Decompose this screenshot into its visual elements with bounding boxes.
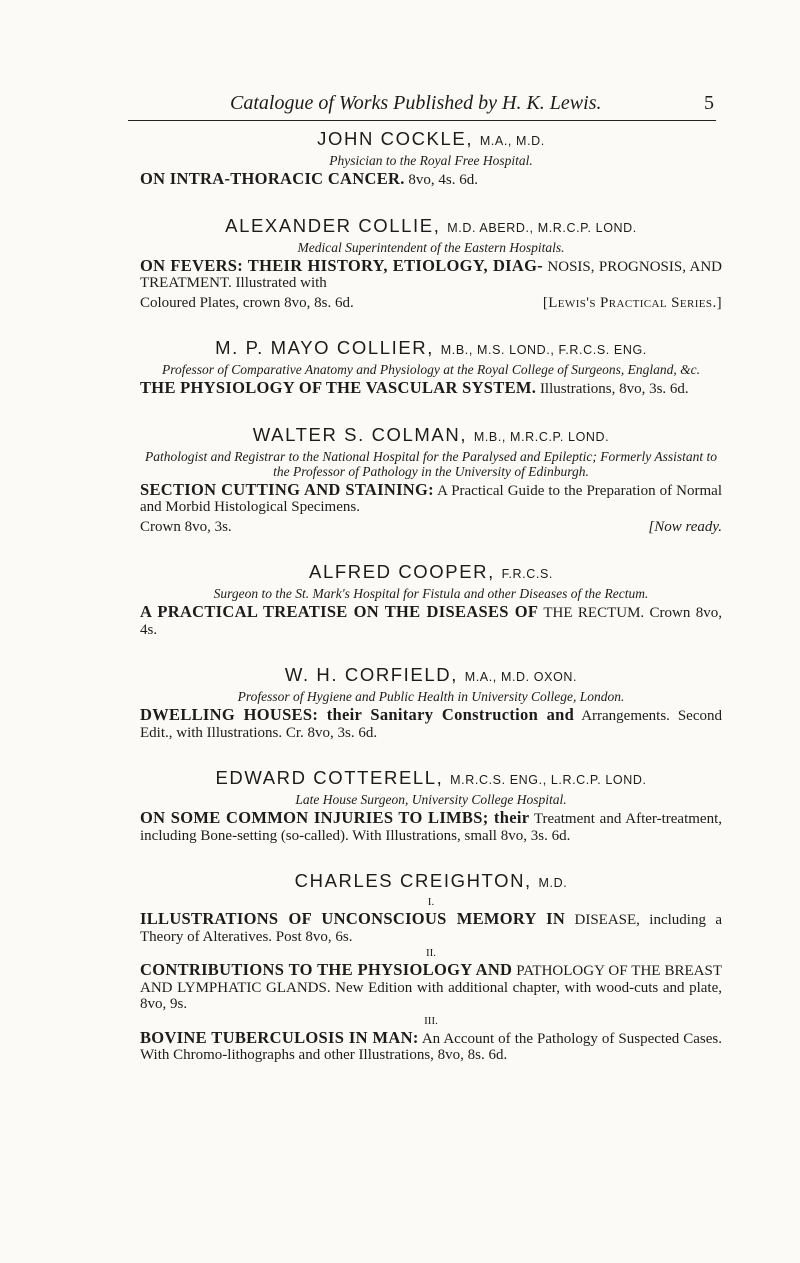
author-description: Late House Surgeon, University College Hospital. [295, 792, 567, 807]
author-description: Pathologist and Registrar to the National Hospital for the Paralysed and Epileptic; Formerly Assistant to the Professor of Pathology in the University of Edinburgh. [145, 448, 717, 479]
work-listing [140, 1027, 722, 1064]
work-details: NOSIS, PROGNOSIS, AND TREATMENT. Illustrated with [140, 258, 722, 291]
work-listing [140, 479, 722, 516]
entry-corfield [140, 664, 722, 741]
author-quals: M.A., M.D. OXON. [464, 670, 578, 684]
work-listing [140, 911, 722, 945]
work-listing [140, 380, 722, 398]
entry-cooper [140, 561, 722, 638]
work-price: Crown 8vo, 3s. [140, 518, 232, 535]
entry-cotterell [140, 767, 722, 844]
author-quals: M.B., M.R.C.P. LOND. [473, 429, 610, 444]
author-quals: M.B., M.S. LOND., F.R.C.S. ENG. [440, 343, 647, 357]
work-details: Treatment and After-treatment, including Bone-setting (so-called). With Illustrations, small 8vo, 3s. 6d. [140, 811, 722, 844]
author-line [140, 561, 722, 585]
author-quals: M.D. [538, 876, 568, 890]
work-details: An Account of the Pathology of Suspected Cases. With Chromo-lithographs and other Illustrations, 8vo, 8s. 6d. [140, 1030, 722, 1063]
work-title: ILLUSTRATIONS OF UNCONSCIOUS MEMORY IN [140, 909, 566, 928]
page-number: 5 [704, 92, 714, 114]
work-listing [140, 255, 722, 292]
work-details: Arrangements. Second Edit., with Illustrations. Cr. 8vo, 3s. 6d. [140, 708, 722, 741]
work-details: THE RECTUM. Crown 8vo, 4s. [140, 605, 722, 638]
author-name: WALTER S. COLMAN, [252, 423, 468, 445]
author-line [140, 128, 722, 152]
author-description: Physician to the Royal Free Hospital. [329, 153, 533, 168]
author-description: Surgeon to the St. Mark's Hospital for Fistula and other Diseases of the Rectum. [213, 586, 649, 601]
author-line [140, 337, 722, 361]
author-description: Professor of Hygiene and Public Health in University College, London. [237, 689, 625, 704]
author-name: M. P. MAYO COLLIER, [215, 337, 434, 358]
work-title: ON FEVERS: THEIR HISTORY, ETIOLOGY, DIAG- [140, 255, 544, 275]
header-title: Catalogue of Works Published by H. K. Lewis. [230, 92, 602, 114]
author-line [140, 424, 722, 448]
work-title: DWELLING HOUSES: their Sanitary Construction and [140, 705, 575, 724]
work-tail [140, 295, 722, 312]
work-listing [140, 707, 722, 741]
work-details: DISEASE, including a Theory of Alteratives. Post 8vo, 6s. [140, 912, 722, 945]
work-title: CONTRIBUTIONS TO THE PHYSIOLOGY AND [140, 960, 513, 979]
work-price: Coloured Plates, crown 8vo, 8s. 6d. [140, 294, 354, 311]
author-description: Professor of Comparative Anatomy and Physiology at the Royal College of Surgeons, England, &c. [162, 362, 700, 377]
work-numeral: III. [424, 1014, 438, 1027]
work-numeral: I. [427, 896, 435, 908]
work-title: SECTION CUTTING AND STAINING: [140, 479, 434, 499]
work-listing [140, 962, 722, 1013]
work-title: THE PHYSIOLOGY OF THE VASCULAR SYSTEM. [140, 378, 537, 397]
work-title: BOVINE TUBERCULOSIS IN MAN: [140, 1027, 419, 1047]
entry-creighton [140, 870, 722, 1064]
work-listing [140, 810, 722, 844]
author-name: CHARLES CREIGHTON, [294, 870, 532, 891]
entry-colman [140, 424, 722, 536]
author-line [140, 767, 722, 791]
author-line [140, 870, 722, 894]
header-rule [128, 120, 716, 121]
author-name: EDWARD COTTERELL, [215, 767, 444, 788]
author-quals: M.D. ABERD., M.R.C.P. LOND. [447, 220, 637, 235]
work-tail [140, 519, 722, 536]
catalogue-entries [140, 128, 722, 1090]
author-description: Medical Superintendent of the Eastern Hospitals. [297, 239, 565, 255]
entry-cockle [140, 128, 722, 189]
entry-collier [140, 337, 722, 398]
work-details: Illustrations, 8vo, 3s. 6d. [536, 381, 689, 397]
work-listing [140, 171, 722, 189]
work-numeral: II. [425, 947, 437, 959]
work-details: PATHOLOGY OF THE BREAST AND LYMPHATIC GLANDS. New Edition with additional chapter, with wood-cuts and plate, 8vo, 9s. [140, 963, 722, 1012]
author-quals: M.A., M.D. [479, 134, 545, 148]
entry-collie [140, 215, 722, 312]
running-header [128, 92, 714, 116]
author-name: ALFRED COOPER, [309, 561, 495, 582]
author-quals: M.R.C.S. ENG., L.R.C.P. LOND. [450, 773, 647, 787]
author-name: W. H. CORFIELD, [284, 664, 458, 685]
author-line [140, 215, 722, 239]
work-title: ON SOME COMMON INJURIES TO LIMBS; their [140, 808, 530, 827]
series-note: [Lewis's Practical Series.] [542, 294, 722, 311]
work-listing [140, 604, 722, 638]
work-title: ON INTRA-THORACIC CANCER. [140, 169, 405, 188]
author-quals: F.R.C.S. [501, 567, 553, 581]
author-name: ALEXANDER COLLIE, [225, 214, 441, 236]
author-line [140, 664, 722, 688]
work-details: 8vo, 4s. 6d. [404, 172, 478, 188]
author-name: JOHN COCKLE, [317, 128, 474, 149]
availability-note: [Now ready. [648, 518, 722, 535]
work-title: A PRACTICAL TREATISE ON THE DISEASES OF [140, 602, 539, 621]
work-details: A Practical Guide to the Preparation of Normal and Morbid Histological Specimens. [140, 482, 722, 515]
